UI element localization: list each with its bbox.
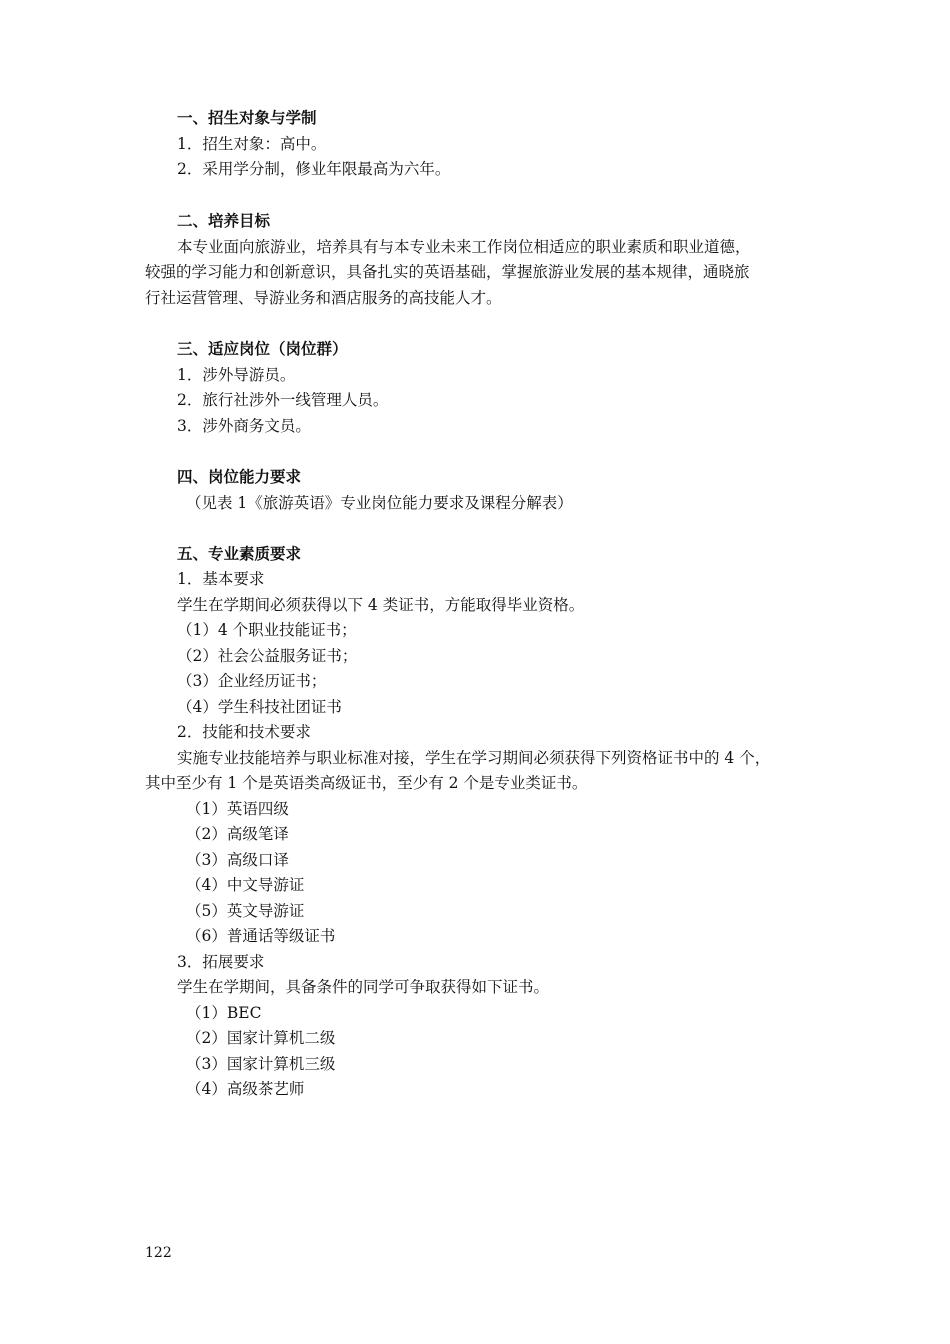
list-item: 1．招生对象：高中。 xyxy=(177,135,327,153)
paragraph-line: 实施专业技能培养与职业标准对接，学生在学习期间必须获得下列资格证书中的 4 个， xyxy=(177,749,771,767)
list-item: （5）英文导游证 xyxy=(186,902,305,920)
paragraph-line: 其中至少有 1 个是英语类高级证书，至少有 2 个是专业类证书。 xyxy=(145,774,588,792)
list-item: （2）社会公益服务证书； xyxy=(177,647,358,665)
list-item: 1．涉外导游员。 xyxy=(177,366,296,384)
list-item: （1）英语四级 xyxy=(186,800,289,818)
section-title: 三、适应岗位（岗位群） xyxy=(177,340,348,358)
list-item: （3）高级口译 xyxy=(186,851,289,869)
page-number: 122 xyxy=(145,1245,172,1261)
list-item: 2．采用学分制，修业年限最高为六年。 xyxy=(177,160,451,178)
section-title: 五、专业素质要求 xyxy=(177,545,302,563)
subsection-title: 2．技能和技术要求 xyxy=(177,723,311,741)
paragraph-line: 行社运营管理、导游业务和酒店服务的高技能人才。 xyxy=(145,289,502,307)
list-item: （4）学生科技社团证书 xyxy=(177,698,342,716)
section-title: 二、培养目标 xyxy=(177,212,271,230)
list-item: （1）4 个职业技能证书； xyxy=(177,621,357,639)
paragraph-line: 较强的学习能力和创新意识，具备扎实的英语基础，掌握旅游业发展的基本规律，通晓旅 xyxy=(145,263,750,281)
list-item: 3．涉外商务文员。 xyxy=(177,417,311,435)
list-item: （3）企业经历证书； xyxy=(177,672,327,690)
list-item: （4）高级茶艺师 xyxy=(186,1080,305,1098)
subsection-title: 1．基本要求 xyxy=(177,570,265,588)
section-title: 一、招生对象与学制 xyxy=(177,109,317,127)
list-item: （3）国家计算机三级 xyxy=(186,1055,336,1073)
list-item: 2．旅行社涉外一线管理人员。 xyxy=(177,391,389,409)
list-item: （1）BEC xyxy=(186,1004,262,1022)
paragraph-line: 本专业面向旅游业，培养具有与本专业未来工作岗位相适应的职业素质和职业道德， xyxy=(177,238,751,256)
list-item: （6）普通话等级证书 xyxy=(186,927,336,945)
paragraph-line: 学生在学期间，具备条件的同学可争取获得如下证书。 xyxy=(177,978,550,996)
list-item: （2）高级笔译 xyxy=(186,825,289,843)
section-title: 四、岗位能力要求 xyxy=(177,468,302,486)
list-item: （4）中文导游证 xyxy=(186,876,305,894)
paragraph-line: 学生在学期间必须获得以下 4 类证书，方能取得毕业资格。 xyxy=(177,596,585,614)
subsection-title: 3．拓展要求 xyxy=(177,953,265,971)
list-item: （2）国家计算机二级 xyxy=(186,1029,336,1047)
note-text: （见表 1《旅游英语》专业岗位能力要求及课程分解表） xyxy=(186,494,573,512)
